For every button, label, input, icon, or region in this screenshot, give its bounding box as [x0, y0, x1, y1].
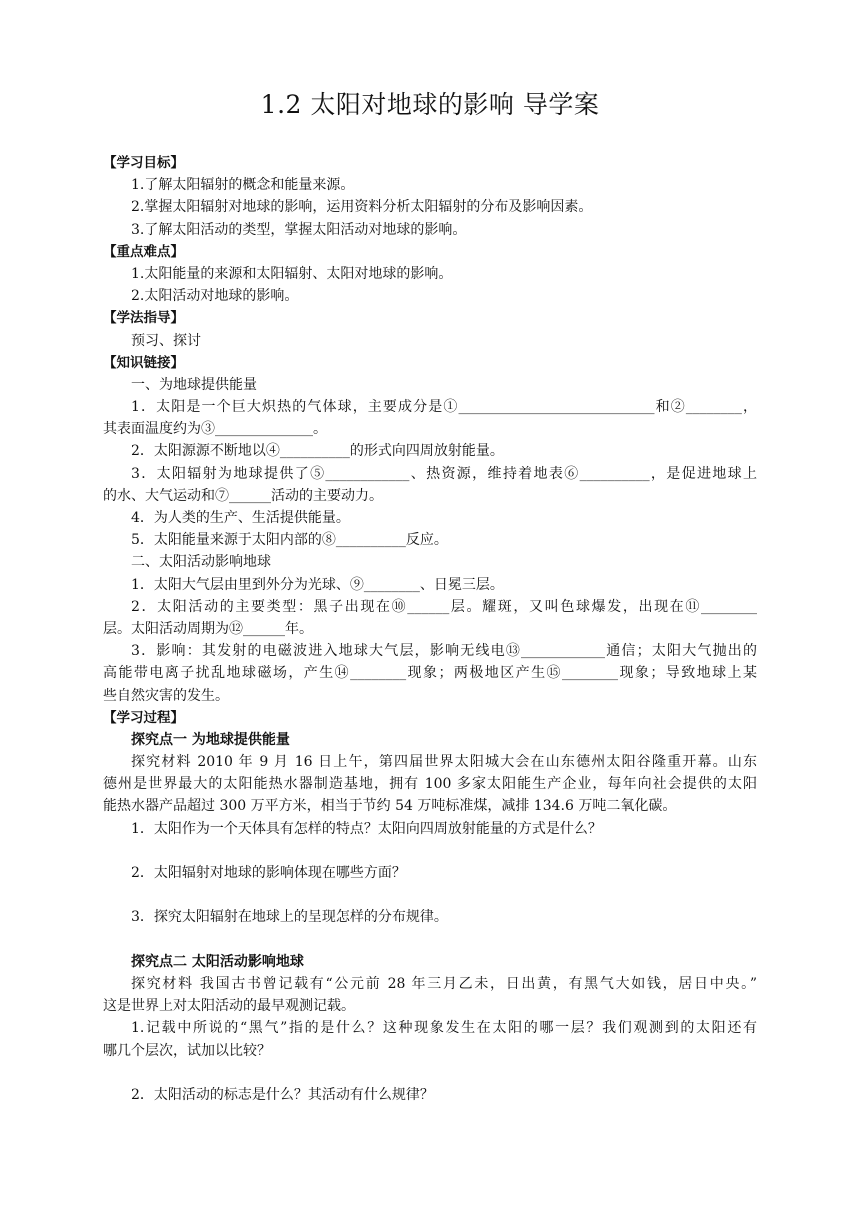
section-heading-key: 【重点难点】: [103, 243, 184, 260]
knowledge-subheading: 二、太阳活动影响地球: [131, 554, 271, 571]
knowledge-line: 4．为人类的生产、生活提供能量。: [131, 510, 350, 526]
inquiry-material: 探究材料 2010 年 9 月 16 日上午，第四届世界太阳城大会在山东德州太阳谷隆重开幕。山东: [131, 754, 757, 771]
knowledge-subheading: 一、为地球提供能量: [131, 376, 257, 393]
goal-item: 1.了解太阳辐射的概念和能量来源。: [131, 177, 355, 194]
key-item: 1.太阳能量的来源和太阳辐射、太阳对地球的影响。: [131, 265, 453, 282]
section-heading-process: 【学习过程】: [103, 709, 184, 726]
knowledge-line: 1．太阳是一个巨大炽热的气体球，主要成分是①____________________________和②________，: [131, 399, 757, 416]
inquiry-question: 2．太阳辐射对地球的影响体现在哪些方面？: [131, 865, 406, 881]
knowledge-line: 5．太阳能量来源于太阳内部的⑧__________反应。: [131, 532, 448, 549]
section-heading-method: 【学法指导】: [103, 310, 184, 327]
method-text: 预习、探讨: [131, 332, 201, 349]
inquiry-question: 哪几个层次，试加以比较？: [103, 1042, 271, 1059]
goal-item: 2.掌握太阳辐射对地球的影响，运用资料分析太阳辐射的分布及影响因素。: [131, 199, 593, 216]
knowledge-line: 1．太阳大气层由里到外分为光球、⑨________、日冕三层。: [131, 576, 504, 593]
knowledge-line: 3．太阳辐射为地球提供了⑤____________、热资源，维持着地表⑥__________，是促进地球上: [131, 465, 757, 482]
knowledge-line: 的水、大气运动和⑦______活动的主要动力。: [103, 487, 383, 504]
inquiry-material: 能热水器产品超过 300 万平方米，相当于节约 54 万吨标准煤，减排 134.6 万吨二氧化碳。: [103, 798, 677, 815]
document-body: [103, 152, 757, 1106]
knowledge-line: 其表面温度约为③______________。: [103, 421, 327, 438]
section-heading-goals: 【学习目标】: [103, 155, 184, 171]
inquiry-question: 3．探究太阳辐射在地球上的呈现怎样的分布规律。: [131, 909, 448, 926]
knowledge-line: 高能带电离子扰乱地球磁场，产生⑭________现象；两极地区产生⑮________现象；导致地球上某: [103, 665, 757, 682]
inquiry-title: 探究点二 太阳活动影响地球: [131, 953, 304, 970]
inquiry-material: 这是世界上对太阳活动的最早观测记载。: [103, 998, 355, 1015]
knowledge-line: 2．太阳活动的主要类型：黑子出现在⑩______层。耀斑，又叫色球爆发，出现在⑪________: [131, 598, 757, 615]
knowledge-line: 些自然灾害的发生。: [103, 687, 229, 704]
knowledge-line: 3．影响：其发射的电磁波进入地球大气层，影响无线电⑬____________通信；太阳大气抛出的: [131, 643, 757, 660]
inquiry-question: 1.记载中所说的“黑气”指的是什么？这种现象发生在太阳的哪一层？我们观测到的太阳还有: [131, 1020, 757, 1037]
section-heading-knowledge: 【知识链接】: [103, 354, 184, 371]
goal-item: 3.了解太阳活动的类型，掌握太阳活动对地球的影响。: [131, 221, 467, 238]
inquiry-question: 2．太阳活动的标志是什么？其活动有什么规律？: [131, 1086, 434, 1103]
inquiry-title: 探究点一 为地球提供能量: [131, 731, 290, 748]
inquiry-material: 德州是世界最大的太阳能热水器制造基地，拥有 100 多家太阳能生产企业，每年向社会提供的太阳: [103, 776, 757, 793]
document-title: 1.2 太阳对地球的影响 导学案: [260, 90, 600, 119]
knowledge-line: 层。太阳活动周期为⑫______年。: [103, 620, 313, 637]
knowledge-line: 2．太阳源源不断地以④__________的形式向四周放射能量。: [131, 443, 504, 460]
inquiry-question: 1．太阳作为一个天体具有怎样的特点？太阳向四周放射能量的方式是什么？: [131, 820, 602, 837]
inquiry-material: 探究材料 我国古书曾记载有“公元前 28 年三月乙未，日出黄，有黑气大如钱，居日中央。”: [131, 975, 757, 992]
key-item: 2.太阳活动对地球的影响。: [131, 288, 299, 305]
